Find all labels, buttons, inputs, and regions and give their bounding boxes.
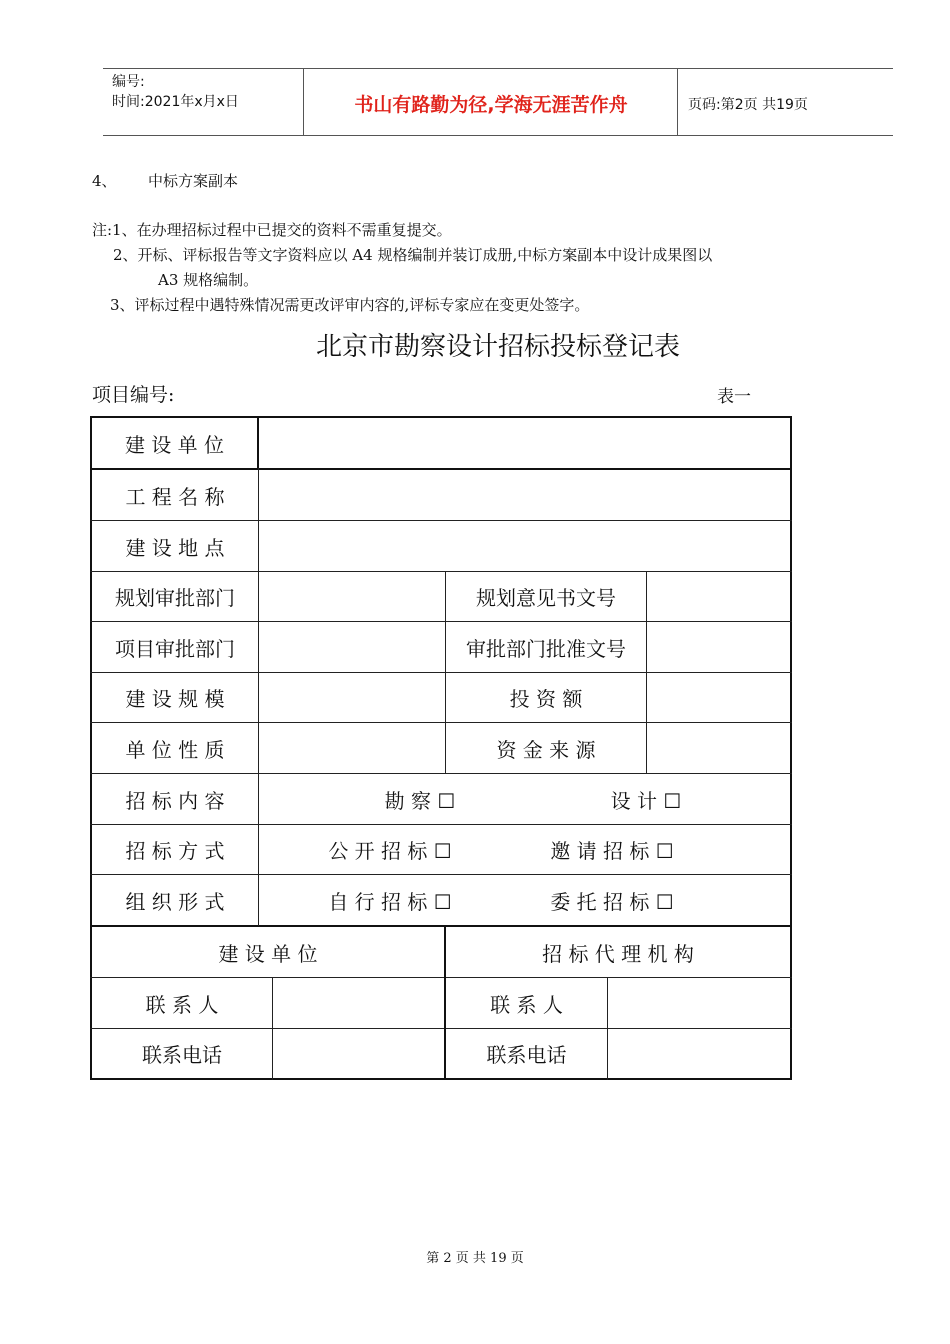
header-time: 时间:2021年x月x日 (112, 94, 239, 110)
header-bottom-rule (103, 135, 893, 136)
value-planning-doc-no[interactable] (647, 572, 790, 621)
value-contact-phone[interactable] (273, 1029, 444, 1078)
note-3: 3、评标过程中遇特殊情况需更改评审内容的,评标专家应在变更处签字。 (110, 296, 590, 314)
label-tender-content: 招 标 内 容 (125, 788, 225, 813)
value-agency-contact-phone[interactable] (608, 1029, 790, 1078)
value-agency-contact-person[interactable] (608, 978, 790, 1028)
section-tender-agency: 招 标 代 理 机 构 (542, 941, 694, 966)
value-project-name[interactable] (259, 470, 790, 520)
form-title: 北京市勘察设计招标投标登记表 (315, 332, 680, 362)
note-2: 2、开标、评标报告等文字资料应以 A4 规格编制并装订成册,中标方案副本中设计成果图以 (113, 246, 713, 264)
header-meta (112, 72, 239, 112)
checkbox-open-tender[interactable]: 公 开 招 标 ☐ (328, 839, 452, 863)
item-text: 中标方案副本 (148, 172, 239, 190)
table-number: 表一 (717, 387, 751, 407)
value-construction-scale[interactable] (259, 673, 445, 722)
header-top-rule (103, 68, 893, 69)
note-2-continued: A3 规格编制。 (158, 271, 259, 289)
header-page-number: 页码:第2页 共19页 (688, 97, 808, 113)
label-project-approval-dept: 项目审批部门 (115, 636, 235, 661)
label-planning-doc-no: 规划意见书文号 (476, 586, 616, 610)
label-agency-contact-phone: 联系电话 (486, 1043, 567, 1067)
label-construction-site: 建 设 地 点 (125, 535, 225, 560)
value-approval-doc-no[interactable] (647, 622, 790, 672)
section-construction-unit: 建 设 单 位 (218, 941, 318, 966)
checkbox-entrusted-tender[interactable]: 委 托 招 标 ☐ (550, 889, 674, 914)
label-investment: 投 资 额 (509, 687, 583, 711)
checkbox-survey[interactable]: 勘 察 ☐ (384, 788, 456, 813)
project-number-label: 项目编号: (92, 384, 175, 406)
checkbox-invited-tender[interactable]: 邀 请 招 标 ☐ (550, 839, 674, 863)
checkbox-self-tender[interactable]: 自 行 招 标 ☐ (328, 889, 452, 914)
label-approval-doc-no: 审批部门批准文号 (466, 636, 626, 661)
note-1: 注:1、在办理招标过程中已提交的资料不需重复提交。 (92, 221, 452, 239)
label-agency-contact-person: 联 系 人 (490, 992, 563, 1017)
value-fund-source[interactable] (647, 723, 790, 773)
value-contact-person[interactable] (273, 978, 444, 1028)
value-construction-site[interactable] (259, 521, 790, 571)
label-contact-person: 联 系 人 (145, 992, 219, 1017)
label-tender-method: 招 标 方 式 (125, 839, 225, 863)
value-unit-nature[interactable] (259, 723, 445, 773)
label-planning-dept: 规划审批部门 (115, 586, 235, 610)
value-construction-unit[interactable] (259, 418, 790, 468)
value-project-approval-dept[interactable] (259, 622, 445, 672)
header-divider (303, 69, 304, 135)
label-construction-scale: 建 设 规 模 (125, 687, 225, 711)
page-footer: 第 2 页 共 19 页 (426, 1251, 524, 1266)
label-construction-unit: 建 设 单 位 (124, 432, 225, 457)
label-fund-source: 资 金 来 源 (496, 737, 596, 762)
label-project-name: 工 程 名 称 (125, 484, 225, 509)
label-unit-nature: 单 位 性 质 (125, 737, 225, 762)
label-organization-form: 组 织 形 式 (125, 889, 225, 914)
checkbox-design[interactable]: 设 计 ☐ (610, 788, 682, 813)
value-planning-dept[interactable] (259, 572, 445, 621)
item-number: 4、 (92, 172, 117, 190)
header-motto: 书山有路勤为径,学海无涯苦作舟 (354, 94, 628, 116)
header-number: 编号: (112, 74, 145, 90)
header-divider (677, 69, 678, 135)
value-investment[interactable] (647, 673, 790, 722)
label-contact-phone: 联系电话 (142, 1043, 222, 1067)
